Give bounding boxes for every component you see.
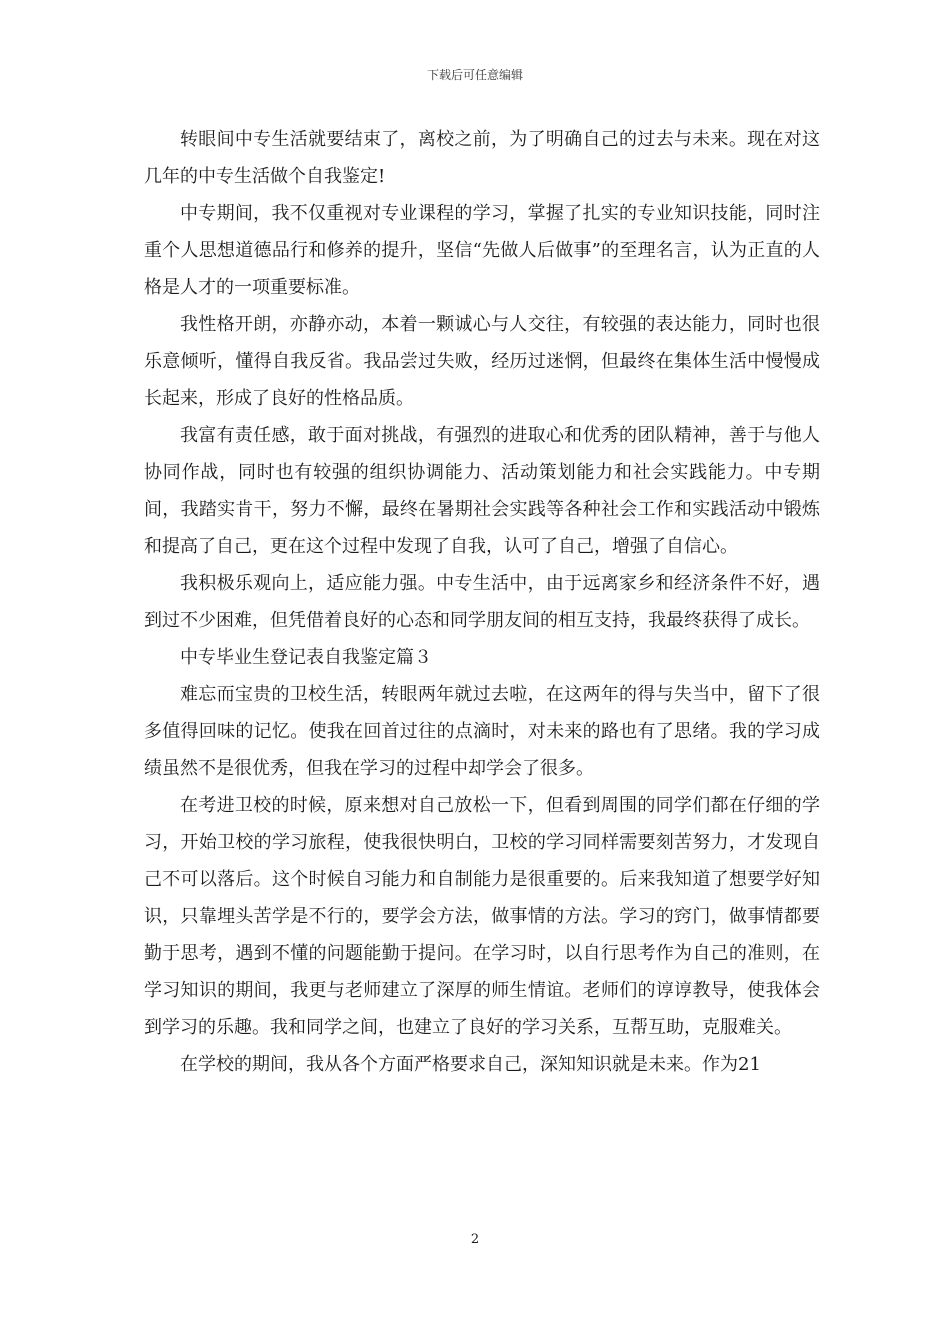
paragraph-responsibility: 我富有责任感，敢于面对挑战，有强烈的进取心和优秀的团队精神，善于与他人协同作战，同时也有较强的组织协调能力、活动策划能力和社会实践能力。中专期间，我踏实肯干，努力不懈，最终在暑期社会实践等各种社会工作和实践活动中锻炼和提高了自己，更在这个过程中发现了自我，认可了自己，增强了自信心。 <box>144 425 820 557</box>
page-header: 下载后可任意编辑 <box>426 68 523 82</box>
paragraph-personality: 我性格开朗，亦静亦动，本着一颗诚心与人交往，有较强的表达能力，同时也很乐意倾听，懂得自我反省。我品尝过失败，经历过迷惘，但最终在集体生活中慢慢成长起来，形成了良好的性格品质。 <box>144 314 820 409</box>
document-body <box>144 121 820 1083</box>
paragraph-school-life: 难忘而宝贵的卫校生活，转眼两年就过去啦，在这两年的得与失当中，留下了很多值得回味的记忆。使我在回首过往的点滴时，对未来的路也有了思绪。我的学习成绩虽然不是很优秀，但我在学习的过程中却学会了很多。 <box>144 684 820 779</box>
section-heading: 中专毕业生登记表自我鉴定篇３ <box>180 647 432 668</box>
paragraph-intro: 转眼间中专生活就要结束了，离校之前，为了明确自己的过去与未来。现在对这几年的中专生活做个自我鉴定! <box>144 129 820 187</box>
paragraph-study: 中专期间，我不仅重视对专业课程的学习，掌握了扎实的专业知识技能，同时注重个人思想道德品行和修养的提升，坚信“先做人后做事”的至理名言，认为正直的人格是人才的一项重要标准。 <box>144 203 820 298</box>
paragraph-learning: 在考进卫校的时候，原来想对自己放松一下，但看到周围的同学们都在仔细的学习，开始卫校的学习旅程，使我很快明白，卫校的学习同样需要刻苦努力，才发现自己不可以落后。这个时候自习能力和自制能力是很重要的。后来我知道了想要学好知识，只靠埋头苦学是不行的，要学会方法，做事情的方法。学习的窍门，做事情都要勤于思考，遇到不懂的问题能勤于提问。在学习时，以自行思考作为自己的准则，在学习知识的期间，我更与老师建立了深厚的师生情谊。老师们的谆谆教导，使我体会到学习的乐趣。我和同学之间，也建立了良好的学习关系，互帮互助，克服难关。 <box>144 795 820 1038</box>
page-number: 2 <box>470 1232 480 1247</box>
paragraph-requirements: 在学校的期间，我从各个方面严格要求自己，深知知识就是未来。作为21 <box>180 1054 761 1075</box>
paragraph-optimism: 我积极乐观向上，适应能力强。中专生活中，由于远离家乡和经济条件不好，遇到过不少困难，但凭借着良好的心态和同学朋友间的相互支持，我最终获得了成长。 <box>144 573 820 631</box>
